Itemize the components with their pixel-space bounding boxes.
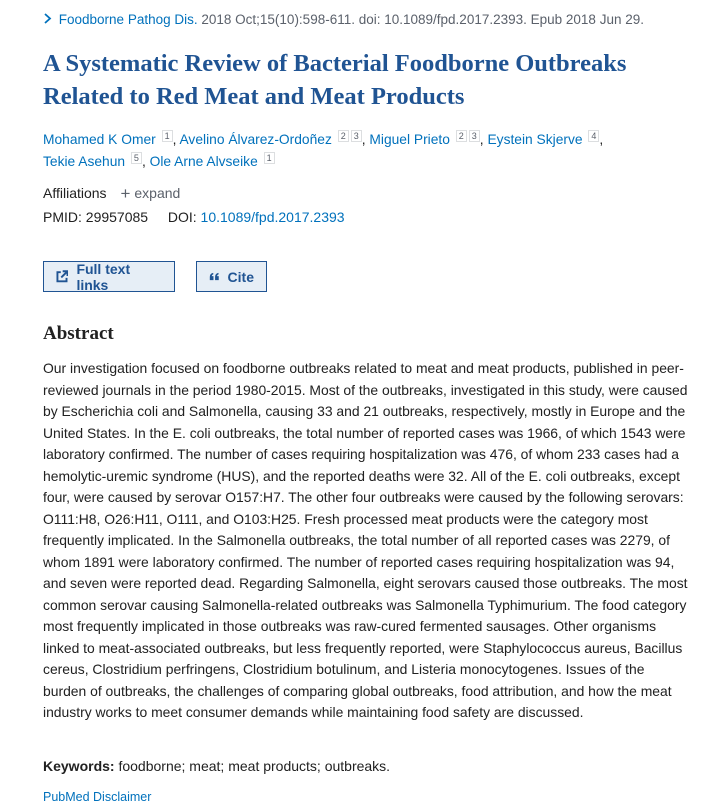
affiliation-number[interactable]: 3 [469,130,480,142]
article-ids [43,208,345,226]
expand-button[interactable]: + expand [120,184,181,203]
author-link[interactable]: Ole Arne Alvseike [149,154,258,169]
chevron-right-icon[interactable] [43,11,55,29]
doi-label: DOI: [167,209,197,225]
full-text-label: Full text links [76,260,131,293]
citation-details: 2018 Oct;15(10):598-611. doi: 10.1089/fpd.2017.2393. Epub 2018 Jun 29. [201,12,644,27]
authors-list: Mohamed K Omer $^1$ , Avelino Álvarez-Ordoñez $^2$ $^3$ , Miguel Prieto $^2$ $^3$ , Eystein Skjerve $^4$ , Tekie Asehun $^5$ , Ole Arne Alvseike $^1$ [43,131,604,169]
journal-link[interactable]: Foodborne Pathog Dis. [58,12,198,27]
affiliations-toggle[interactable] [43,184,180,202]
plus-icon: + [120,184,131,203]
keywords-label: Keywords: [43,758,115,774]
author-link[interactable]: Miguel Prieto [369,132,450,147]
affiliation-number[interactable]: 3 [351,130,362,142]
author-link[interactable]: Tekie Asehun [43,154,126,169]
pmid-label: PMID: [43,209,82,225]
doi-link[interactable]: 10.1089/fpd.2017.2393 [200,209,345,225]
author-link[interactable]: Eystein Skjerve [487,132,583,147]
affiliation-number[interactable]: 1 [162,130,173,142]
affiliation-number[interactable]: 5 [131,152,142,164]
cite-label: Cite [227,268,254,285]
cite-button[interactable] [196,261,267,292]
pmid-value: 29957085 [85,209,149,225]
abstract-heading: Abstract [43,323,114,344]
full-text-links-button[interactable] [43,261,175,292]
affiliation-number[interactable]: 4 [588,130,599,142]
external-link-icon [56,270,68,283]
abstract-text: Our investigation focused on foodborne outbreaks related to meat and meat products, published in peer-reviewed journals in the period 1980-2015. Most of the outbreaks, investigated in this study, were caused by Escherichia coli and Salmonella, causing 33 and 21 outbreaks, respectively, mostly in Europe and the United States. In the E. coli outbreaks, the total number of reported cases was 1966, of which 1543 were laboratory confirmed. The number of cases requiring hospitalization was 476, of whom 233 cases had a hemolytic-uremic syndrome (HUS), and the reported deaths were 32. All of the E. coli outbreaks, except four, were caused by serovar O157:H7. The other four outbreaks were caused by the following serovars: O111:H8, O26:H11, O111, and O103:H25. Fresh processed meat products were the category most frequently implicated. In the Salmonella outbreaks, the total number of all reported cases was 2279, of whom 1891 were laboratory confirmed. The number of reported cases requiring hospitalization was 94, and seven were reported dead. Regarding Salmonella, eight serovars caused those outbreaks. The most common serovar causing Salmonella-related outbreaks was Salmonella Typhimurium. The food category most frequently implicated in those outbreaks was raw-cured fermented sausages. Other organisms linked to meat-associated outbreaks, but less frequently reported, were Staphylococcus aureus, Bacillus cereus, Clostridium perfringens, Clostridium botulinum, and Listeria monocytogenes. Issues of the burden of outbreaks, the challenges of comparing global outbreaks, food attribution, and how the meat industry works to meet consumer demands while maintaining food safety are discussed. [43,360,688,720]
affiliation-number[interactable]: 2 [456,130,467,142]
keywords-text: foodborne; meat; meat products; outbreaks. [118,758,391,774]
author-link[interactable]: Mohamed K Omer [43,132,156,147]
keywords [43,757,390,775]
article-title: A Systematic Review of Bacterial Foodborne Outbreaks Related to Red Meat and Meat Products [43,50,627,110]
affiliation-number[interactable]: 1 [264,152,275,164]
affiliations-label: Affiliations [43,185,107,201]
citation-line [43,11,703,29]
pubmed-disclaimer-link[interactable]: PubMed Disclaimer [43,790,152,804]
author-link[interactable]: Avelino Álvarez-Ordoñez [179,132,332,147]
quote-icon [209,270,220,283]
affiliation-number[interactable]: 2 [338,130,349,142]
